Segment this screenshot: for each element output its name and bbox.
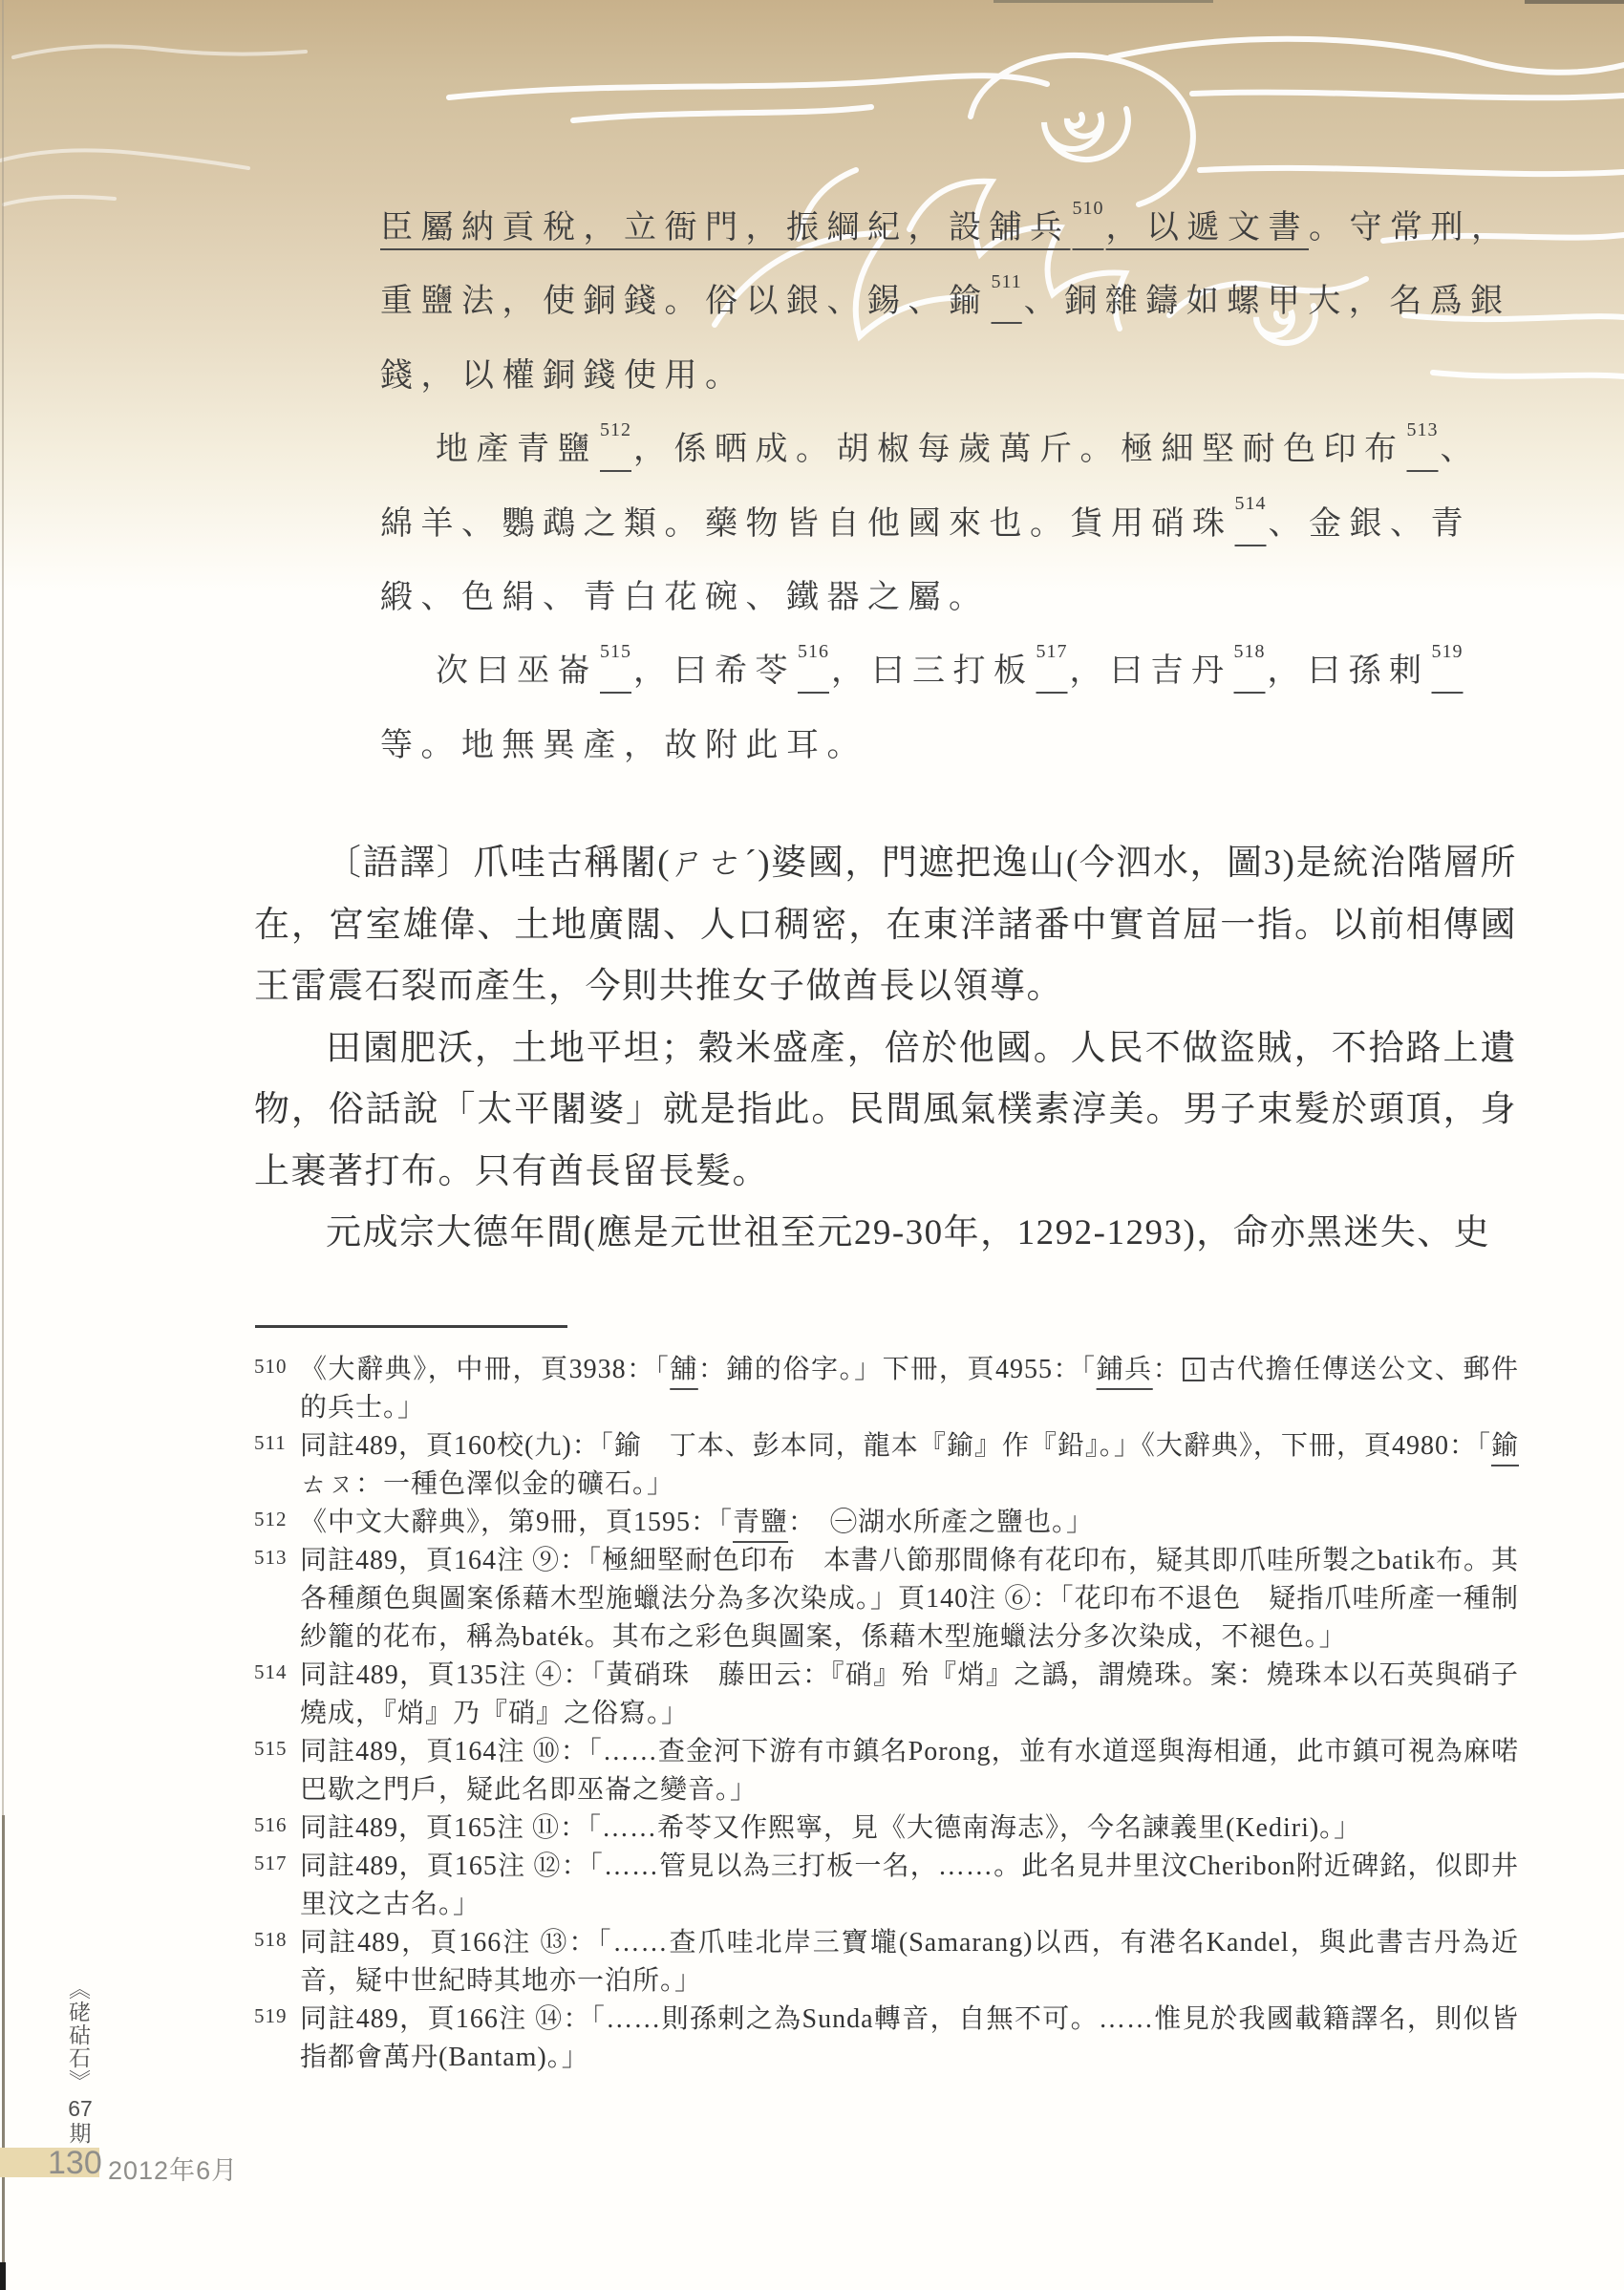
text-run: 古代擔任傳送公文、郵件的兵士。」 <box>300 1355 1519 1423</box>
footnote-text <box>300 2001 1519 2077</box>
footnote-item <box>254 1809 1519 1848</box>
text-run: ：鋪的俗字。」下冊，頁4955：「 <box>697 1355 1097 1384</box>
text-run: 同註489，頁166注 ⑬：「……查爪哇北岸三寶壠(Samarang)以西，有港名Kandel，與此書吉丹為近音，疑中世紀時其地亦一泊所。」 <box>300 1928 1519 1996</box>
footnote-item <box>254 1351 1519 1427</box>
footnote-item <box>254 1504 1519 1542</box>
footnote-text <box>300 1542 1519 1657</box>
footnote-number: 516 <box>254 1813 288 1836</box>
text-run: 、金銀、青 <box>1268 505 1471 542</box>
quote-line <box>380 709 1512 782</box>
classical-quote-block <box>380 191 1512 782</box>
underlined-run <box>733 1508 788 1537</box>
underlined-run <box>380 197 1309 246</box>
text-run: ，曰三打板 <box>831 653 1035 690</box>
footnote-number: 511 <box>254 1431 287 1454</box>
underlined-run <box>1491 1431 1519 1461</box>
footnote-text <box>300 1657 1519 1733</box>
footnote-number: 510 <box>254 1355 288 1378</box>
underlined-run <box>1097 1355 1153 1384</box>
footnote-item <box>254 2001 1519 2077</box>
text-run: 緞、色絹、青白花碗、鐵器之屬。 <box>380 579 990 615</box>
issue-number: 67 <box>68 2096 93 2121</box>
footnote-reference-superscript: 510 <box>1072 197 1104 219</box>
text-run: ，曰吉丹 <box>1069 653 1232 690</box>
footnote-item <box>254 1848 1519 1924</box>
underlined-run <box>1405 418 1441 467</box>
footnote-text <box>300 1848 1519 1924</box>
footnote-reference-superscript: 516 <box>798 641 829 663</box>
footnote-reference-superscript: 512 <box>600 418 631 440</box>
footnote-text <box>300 1733 1519 1809</box>
top-scan-mark <box>994 0 1213 3</box>
quote-line <box>380 191 1512 265</box>
journal-title-vertical: 《硓𥑮石》 <box>66 1978 91 2092</box>
footnote-separator-rule <box>255 1325 567 1328</box>
text-run: 《大辭典》，中冊，頁3938：「 <box>300 1355 671 1384</box>
text-run: 同註489，頁165注 ⑫：「……管見以為三打板一名，……。此名見井里汶Cheribon附近碑銘，似即井里汶之古名。」 <box>300 1851 1519 1919</box>
bottom-left-scan-mark <box>0 2262 6 2290</box>
quote-line <box>380 413 1512 486</box>
underlined-run <box>670 1355 698 1384</box>
text-run: 地產青鹽 <box>436 432 598 468</box>
footnote-text <box>300 1504 1519 1542</box>
text-run: 次曰巫崙 <box>436 653 598 690</box>
footnote-number: 514 <box>254 1660 288 1683</box>
text-run: 同註489，頁164注 ⑩：「……查金河下游有市鎮名Porong，並有水道逕與海相通，此市鎮可視為麻喏巴歇之門戶，疑此名即巫崙之變音。」 <box>300 1737 1519 1805</box>
footnote-number: 519 <box>254 2004 288 2027</box>
text-run: ： ㊀湖水所產之鹽也。」 <box>788 1508 1095 1537</box>
text-run: 、銅雜鑄如螺甲大，名爲銀 <box>1023 284 1511 320</box>
footnote-number: 515 <box>254 1737 288 1760</box>
text-run: 同註489，頁135注 ④：「黃硝珠 藤田云：『硝』殆『焇』之譌，謂燒珠。案：燒珠本以石英與硝子燒成，『焇』乃『硝』之俗寫。」 <box>300 1660 1519 1728</box>
text-run: 。守常刑， <box>1309 210 1512 246</box>
text-run: 鋪兵 <box>1096 1355 1153 1384</box>
top-right-scan-mark <box>1525 0 1624 4</box>
text-run: 同註489，頁166注 ⑭：「……則孫剌之為Sunda轉音，自無不可。……惟見於我國載籍譯名，則似皆指都會萬丹(Bantam)。」 <box>300 2004 1519 2072</box>
text-run: ，曰希苓 <box>633 653 796 690</box>
footnote-reference-superscript: 511 <box>991 271 1022 293</box>
quote-line <box>380 265 1512 338</box>
quote-line <box>380 634 1512 708</box>
left-scan-edge-line-dark <box>2 1815 5 2290</box>
text-run: ： <box>1152 1355 1182 1384</box>
footnote-item <box>254 1427 1519 1504</box>
footnote-number: 513 <box>254 1546 288 1569</box>
footnote-text <box>300 1809 1519 1848</box>
text-run: 同註489，頁164注 ⑨：「極細堅耐色印布 本書八節那間條有花印布，疑其即爪哇所製之batik布。其各種顏色與圖案係藉木型施蠟法分為多次染成。」頁140注 ⑥：「花印布不退色 疑指爪哇所產一種制紗籠的花布，稱為baték。其布之彩色與圖案，係藉木型施蠟法分多次染成，不褪色。」 <box>300 1546 1519 1652</box>
underlined-run <box>598 418 633 467</box>
underlined-run <box>598 641 633 689</box>
page-number: 130 <box>48 2145 102 2181</box>
text-run: ，以遞文書 <box>1105 210 1309 246</box>
underlined-run <box>1430 641 1465 689</box>
text-run: 綿羊、鸚鵡之類。藥物皆自他國來也。貨用硝珠 <box>380 505 1233 542</box>
footnote-reference-superscript: 513 <box>1406 418 1439 440</box>
footnote-number: 512 <box>254 1508 288 1530</box>
footnote-item <box>254 1924 1519 2001</box>
translation-paragraph: 元成宗大德年間(應是元世祖至元29-30年，1292-1293)，命亦黑迷失、史 <box>326 1213 1491 1252</box>
text-run: 、 <box>1440 432 1481 468</box>
translation-block <box>254 833 1517 1265</box>
footnote-item <box>254 1542 1519 1657</box>
footnote-reference-superscript: 517 <box>1036 641 1068 663</box>
footnote-reference-superscript: 514 <box>1234 493 1267 515</box>
boxed-sense-number: 1 <box>1183 1358 1205 1381</box>
text-run: ㄊㄡ：一種色澤似金的礦石。」 <box>300 1469 675 1499</box>
underlined-run <box>796 641 831 689</box>
text-run: ，曰孫剌 <box>1267 653 1430 690</box>
issue-number-block <box>59 2096 101 2146</box>
underlined-run <box>1233 493 1269 542</box>
footnote-text <box>300 1924 1519 2001</box>
translation-paragraph: 田園肥沃，土地平坦；穀米盛產，倍於他國。人民不做盜賊，不拾路上遺物，俗話說「太平闍婆」就是指此。民間風氣樸素淳美。男子束髮於頭頂，身上裹著打布。只有酋長留長髮。 <box>254 1028 1517 1191</box>
translation-paragraph: 〔語譯〕爪哇古稱闍(ㄕㄜˊ)婆國，門遮把逸山(今泗水，圖3)是統治階層所在，宮室雄偉、土地廣闊、人口稠密，在東洋諸番中實首屈一指。以前相傳國王雷震石裂而產生，今則共推女子做酋長以領導。 <box>254 844 1517 1006</box>
text-run: 同註489，頁165注 ⑪：「……希苓又作熙寧，見《大德南海志》，今名諫義里(Kediri)。」 <box>300 1813 1362 1843</box>
quote-line <box>380 339 1512 413</box>
text-run: 鍮 <box>1490 1431 1519 1461</box>
text-run: 錢，以權銅錢使用。 <box>380 357 746 394</box>
footnote-reference-superscript: 518 <box>1233 641 1266 663</box>
underlined-run <box>990 271 1024 319</box>
text-run: 《中文大辭典》，第9冊，頁1595：「 <box>300 1508 734 1537</box>
underlined-run <box>1035 641 1070 689</box>
footnotes-block <box>254 1351 1519 2077</box>
text-run: ，係晒成。胡椒每歲萬斤。極細堅耐色印布 <box>633 432 1405 468</box>
footnote-item <box>254 1733 1519 1809</box>
footnote-number: 517 <box>254 1851 288 1874</box>
footnote-item <box>254 1657 1519 1733</box>
issue-date: 2012年6月 <box>108 2156 239 2185</box>
footnote-text <box>300 1351 1519 1427</box>
text-run: 同註489，頁160校(九)：「鍮 丁本、彭本同，龍本『鍮』作『鉛』。」《大辭典》，下冊，頁4980：「 <box>300 1431 1491 1461</box>
quote-line <box>380 487 1512 561</box>
footnote-number: 518 <box>254 1928 288 1951</box>
issue-unit: 期 <box>69 2121 92 2146</box>
quote-line <box>380 561 1512 634</box>
text-run: 舖 <box>670 1355 698 1384</box>
footnote-reference-superscript: 515 <box>600 641 631 663</box>
text-run: 重鹽法，使銅錢。俗以銀、錫、鍮 <box>380 284 990 320</box>
text-run: 青鹽 <box>733 1508 789 1537</box>
footnote-text <box>300 1427 1519 1504</box>
footnote-reference-superscript: 519 <box>1431 641 1464 663</box>
text-run: 等。地無異產，故附此耳。 <box>380 727 867 763</box>
underlined-run <box>1232 641 1268 689</box>
text-run: 臣屬納貢稅，立衙門，振綱紀，設舖兵 <box>380 210 1071 246</box>
